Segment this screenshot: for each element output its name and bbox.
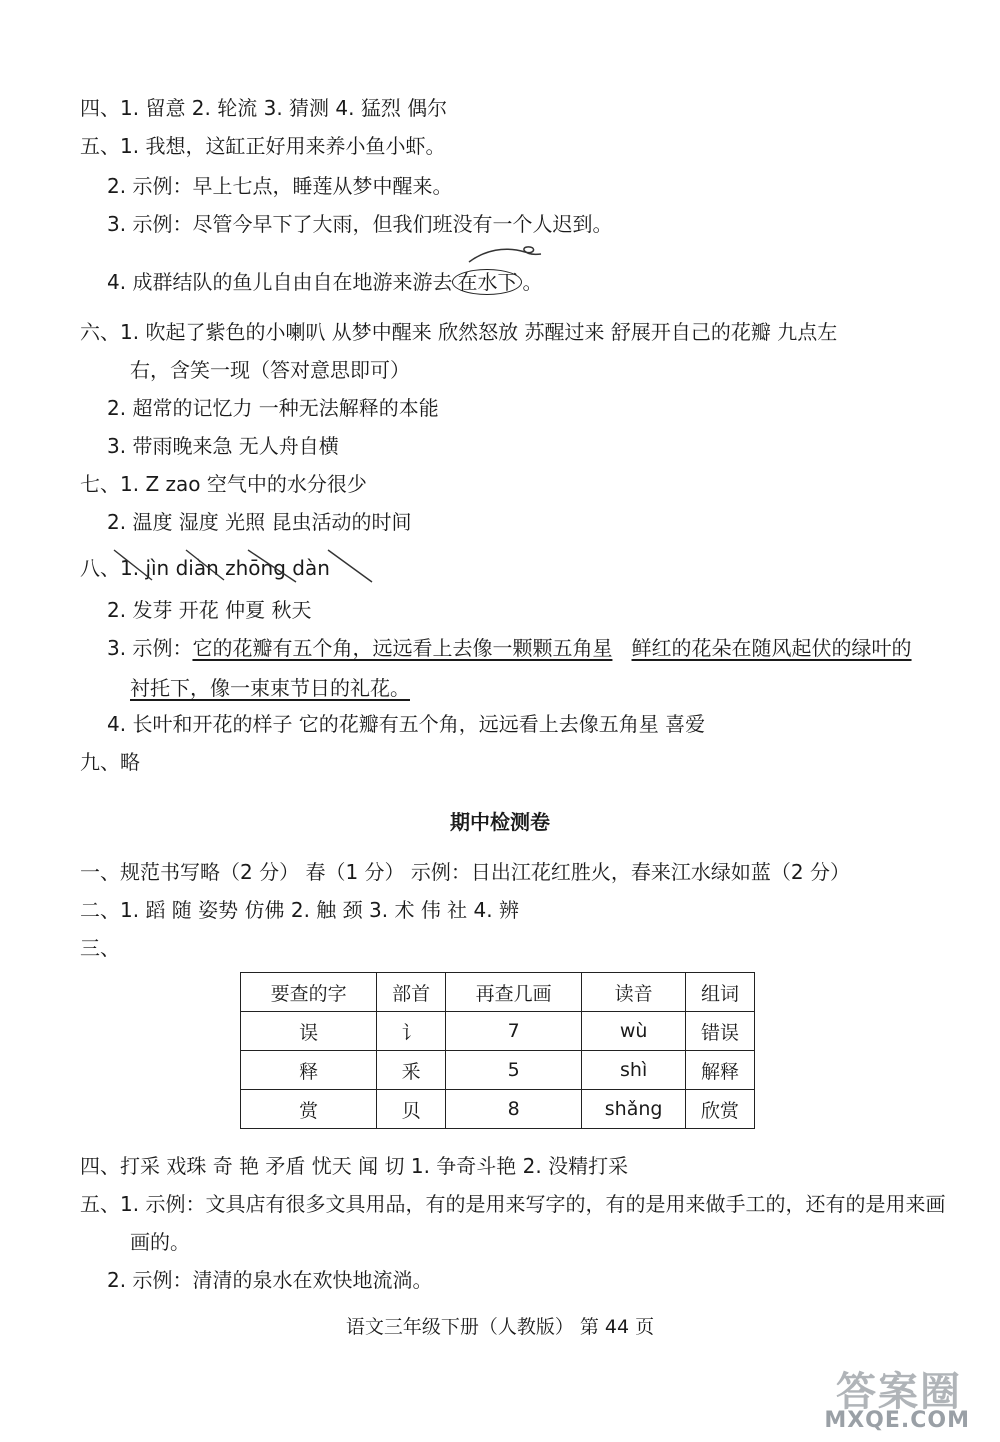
circled-phrase: 在水下 (452, 269, 522, 295)
table-header-cell: 要查的字 (241, 973, 377, 1012)
table-cell: 赏 (241, 1090, 377, 1129)
midterm-2: 二、1. 蹈 随 姿势 仿佛 2. 触 颈 3. 术 伟 社 4. 辨 (80, 898, 519, 922)
table-cell: 误 (241, 1012, 377, 1051)
table-cell: 5 (446, 1051, 582, 1090)
answer-s6-1a: 六、1. 吹起了紫色的小喇叭 从梦中醒来 欣然怒放 苏醒过来 舒展开自己的花瓣 九点左 (80, 320, 838, 344)
table-row (241, 1090, 755, 1129)
midterm-1: 一、规范书写略（2 分） 春（1 分） 示例：日出江花红胜火，春来江水绿如蓝（2 分） (80, 860, 850, 884)
watermark-logo: 答案圈 (836, 1369, 962, 1415)
watermark-url: MXQE.COM (824, 1408, 970, 1433)
answer-s6-3: 3. 带雨晚来急 无人舟自横 (107, 434, 339, 458)
answer-s5-2: 2. 示例：早上七点，睡莲从梦中醒来。 (107, 174, 453, 198)
table-header-cell: 组词 (686, 973, 755, 1012)
section-title: 期中检测卷 (450, 810, 550, 834)
answer-s8-3 (107, 636, 912, 660)
midterm-5-2: 2. 示例：清清的泉水在欢快地流淌。 (107, 1268, 433, 1292)
answer-s8-4: 4. 长叶和开花的样子 它的花瓣有五个角，远远看上去像五角星 喜爱 (107, 712, 706, 736)
midterm-3-label: 三、 (80, 936, 120, 960)
page-footer: 语文三年级下册（人教版） 第 44 页 (345, 1316, 655, 1338)
answer-s8-2: 2. 发芽 开花 仲夏 秋天 (107, 598, 312, 622)
answer-s6-2: 2. 超常的记忆力 一种无法解释的本能 (107, 396, 439, 420)
answer-s7-2: 2. 温度 湿度 光照 昆虫活动的时间 (107, 510, 412, 534)
pinyin-strike-marks (100, 544, 380, 590)
table-cell: 7 (446, 1012, 582, 1051)
edit-mark-icon (465, 244, 545, 266)
answer-s5-3: 3. 示例：尽管今早下了大雨，但我们班没有一个人迟到。 (107, 212, 613, 236)
answer-s4: 四、1. 留意 2. 轮流 3. 猜测 4. 猛烈 偶尔 (80, 96, 448, 120)
table-cell: 贝 (377, 1090, 446, 1129)
answer-s5-4 (107, 270, 542, 294)
table-row (241, 1012, 755, 1051)
table-cell: 欣赏 (686, 1090, 755, 1129)
midterm-5-1a: 五、1. 示例：文具店有很多文具用品，有的是用来写字的，有的是用来做手工的，还有的是用来画 (80, 1192, 946, 1216)
table-header-cell: 读音 (582, 973, 686, 1012)
dictionary-lookup-table (240, 972, 755, 1129)
underlined-sentence-2: 鲜红的花朵在随风起伏的绿叶的 (631, 636, 912, 660)
table-cell: 讠 (377, 1012, 446, 1051)
table-cell: shǎng (582, 1090, 686, 1129)
underlined-sentence-1: 它的花瓣有五个角，远远看上去像一颗颗五角星 (192, 636, 613, 660)
midterm-5-1b: 画的。 (130, 1230, 190, 1254)
table-row (241, 1051, 755, 1090)
table-header-row (241, 973, 755, 1012)
answer-s5-4-end: 。 (522, 270, 543, 294)
answer-s5-4-text: 4. 成群结队的鱼儿自由自在地游来游去 (107, 270, 453, 294)
table-cell: 错误 (686, 1012, 755, 1051)
table-header-cell: 部首 (377, 973, 446, 1012)
midterm-4: 四、打采 戏珠 奇 艳 矛盾 忧天 闻 切 1. 争奇斗艳 2. 没精打采 (80, 1154, 629, 1178)
table-cell: 释 (241, 1051, 377, 1090)
table-cell: 解释 (686, 1051, 755, 1090)
answer-s6-1b: 右，含笑一现（答对意思即可） (130, 358, 410, 382)
answer-s9: 九、略 (80, 750, 140, 774)
answer-s8-3b: 衬托下，像一束束节日的礼花。 (130, 676, 410, 700)
table-cell: 釆 (377, 1051, 446, 1090)
answer-s5-1: 五、1. 我想，这缸正好用来养小鱼小虾。 (80, 134, 446, 158)
answer-s8-1: 八、1. jìn diàn zhōng dàn (80, 556, 330, 580)
answer-s8-3-label: 3. 示例： (107, 636, 193, 660)
table-header-cell: 再查几画 (446, 973, 582, 1012)
table-cell: shì (582, 1051, 686, 1090)
table-cell: 8 (446, 1090, 582, 1129)
table-cell: wù (582, 1012, 686, 1051)
answer-s7-1: 七、1. Z zao 空气中的水分很少 (80, 472, 367, 496)
